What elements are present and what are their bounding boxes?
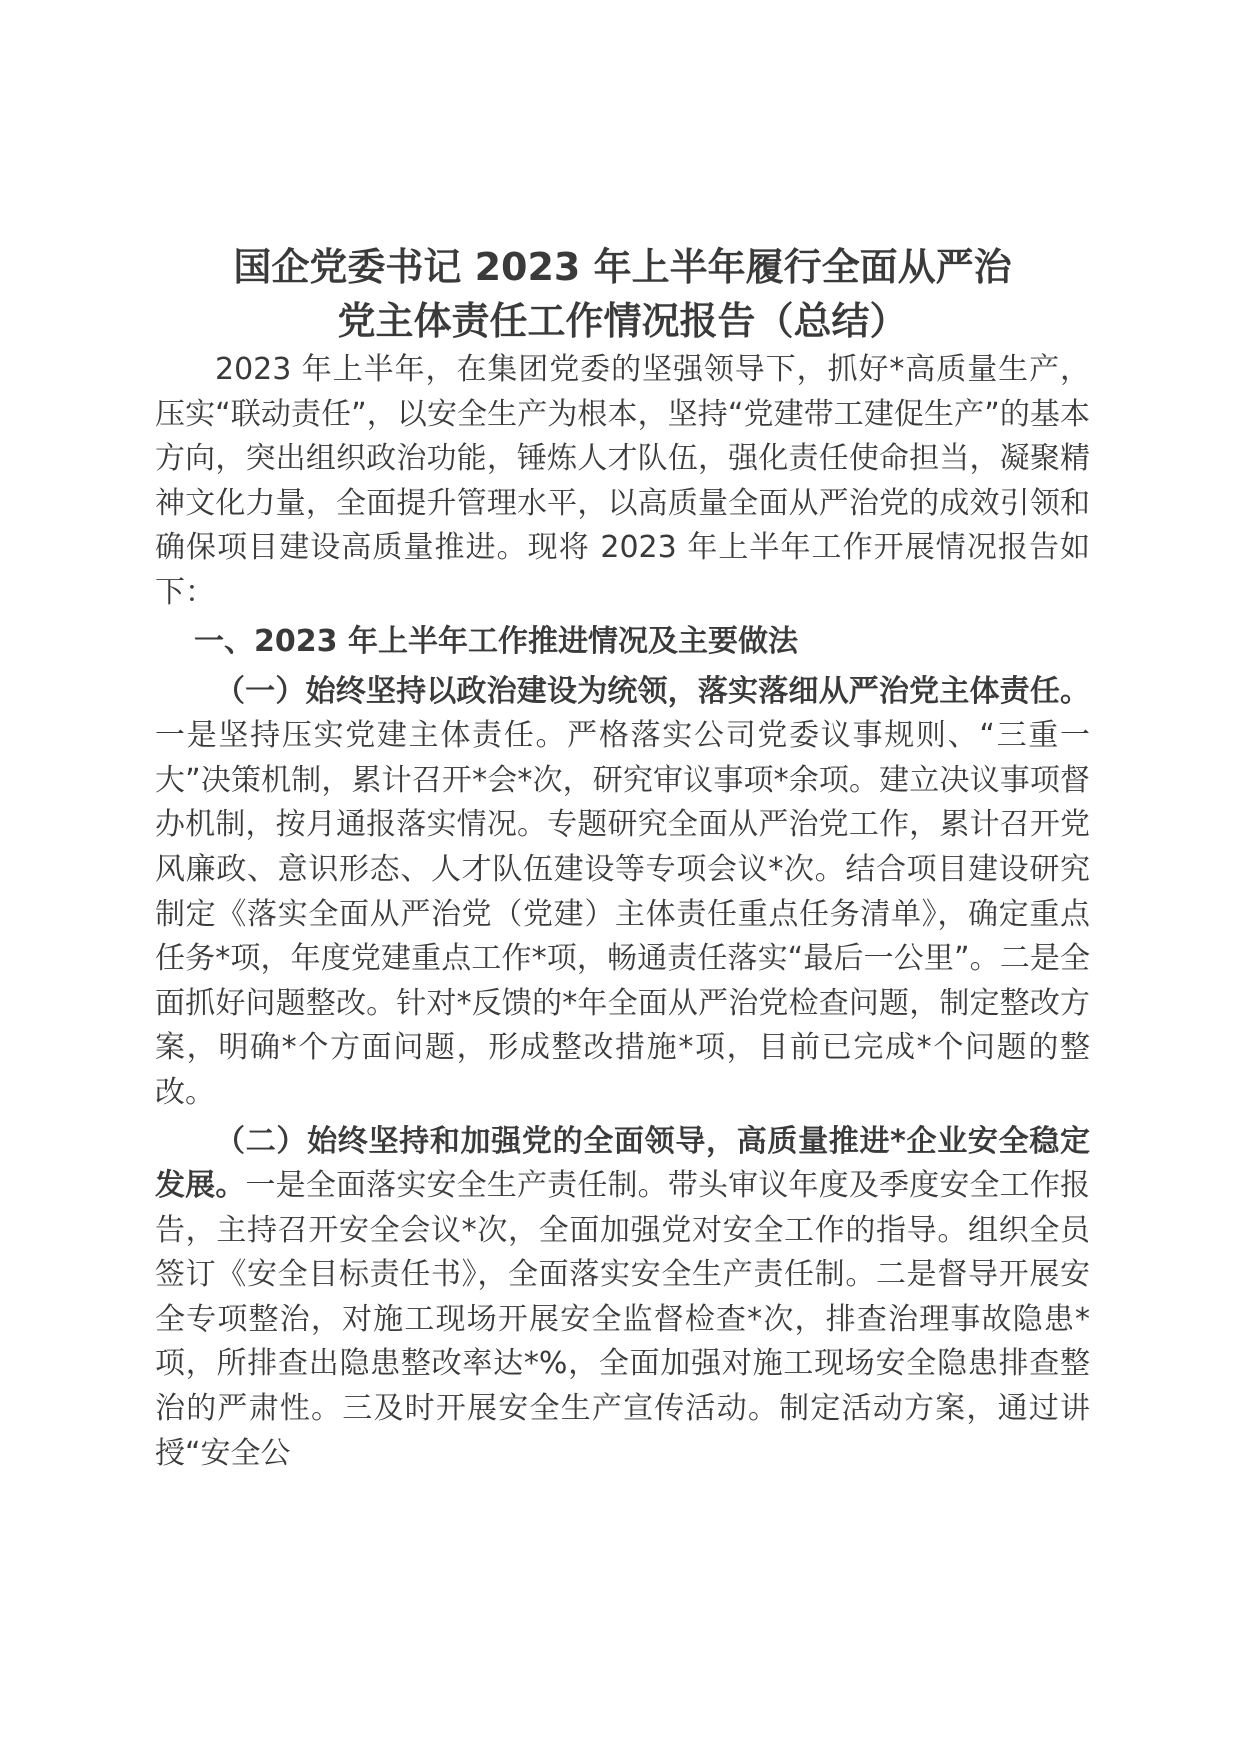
section-1-heading: 一、2023 年上半年工作推进情况及主要做法 bbox=[194, 623, 798, 659]
subsection-1-paragraph bbox=[155, 670, 1090, 1116]
intro-paragraph: 2023 年上半年，在集团党委的坚强领导下，抓好*高质量生产，压实“联动责任”，以安全生产为根本，坚持“党建带工建促生产”的基本方向，突出组织政治功能，锤炼人才队伍，强化责任使命担当，凝聚精神文化力量，全面提升管理水平，以高质量全面从严治党的成效引领和确保项目建设高质量推进。现将 2023 年上半年工作开展情况报告如下： bbox=[155, 352, 1090, 610]
subsection-2-body: 一是全面落实安全生产责任制。带头审议年度及季度安全工作报告，主持召开安全会议*次，全面加强党对安全工作的指导。组织全员签订《安全目标责任书》，全面落实安全生产责任制。二是督导开展安全专项整治，对施工现场开展安全监督检查*次，排查治理事故隐患*项，所排查出隐患整改率达*%，全面加强对施工现场安全隐患排查整治的严肃性。三及时开展安全生产宣传活动。制定活动方案，通过讲授“安全公 bbox=[155, 1168, 1090, 1471]
title-line-2: 党主体责任工作情况报告（总结） bbox=[337, 299, 908, 343]
subsection-2-lead: （二）始终坚持和加强党的全面领导，高质量推进*企业安全稳定发展。 bbox=[155, 1123, 1090, 1204]
subsection-2-paragraph bbox=[155, 1120, 1090, 1477]
document-page bbox=[155, 240, 1090, 1476]
subsection-1-body: 一是坚持压实党建主体责任。严格落实公司党委议事规则、“三重一大”决策机制，累计召开*会*次，研究审议事项*余项。建立决议事项督办机制，按月通报落实情况。专题研究全面从严治党工作，累计召开党风廉政、意识形态、人才队伍建设等专项会议*次。结合项目建设研究制定《落实全面从严治党（党建）主体责任重点任务清单》，确定重点任务*项，年度党建重点工作*项，畅通责任落实“最后一公里”。二是全面抓好问题整改。针对*反馈的*年全面从严治党检查问题，制定整改方案，明确*个方面问题，形成整改措施*项，目前已完成*个问题的整改。 bbox=[155, 718, 1090, 1110]
title-line-1: 国企党委书记 2023 年上半年履行全面从严治 bbox=[233, 245, 1012, 289]
subsection-1-lead: （一）始终坚持以政治建设为统领，落实落细从严治党主体责任。 bbox=[215, 673, 1090, 709]
document-title bbox=[155, 240, 1090, 348]
